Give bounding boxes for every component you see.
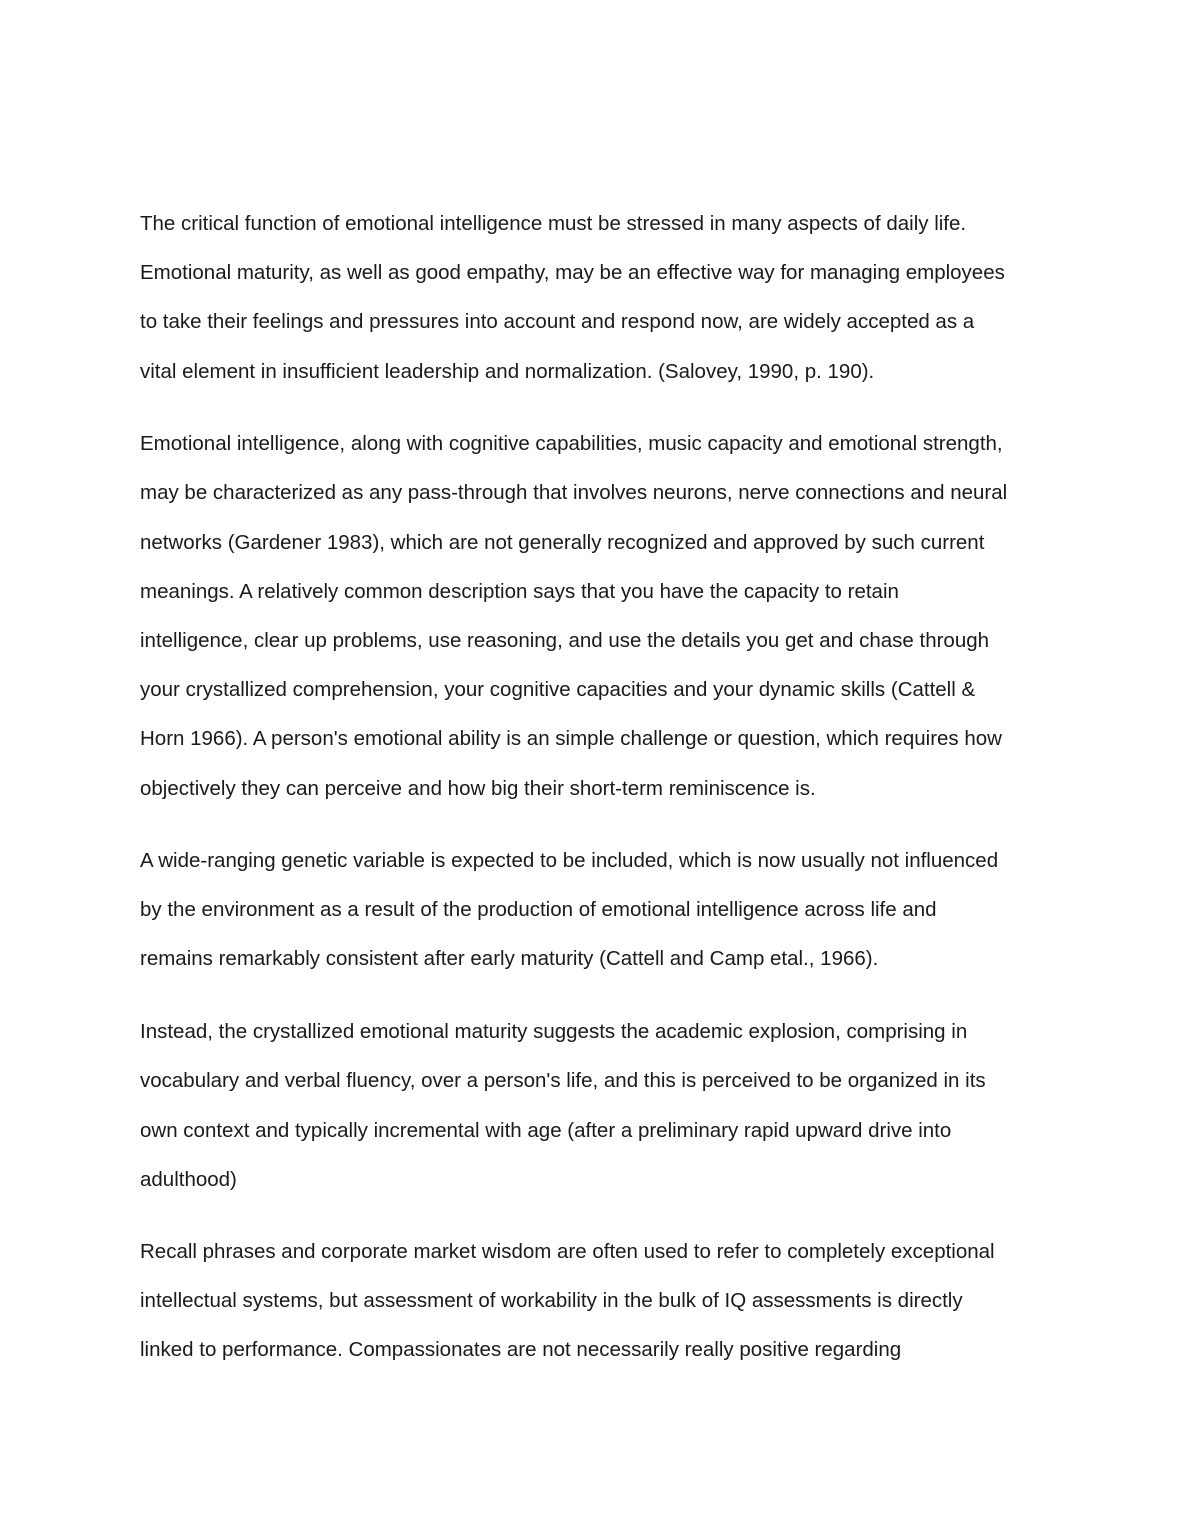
text-line: linked to performance. Compassionates are not necessarily really positive regarding (140, 1338, 902, 1361)
text-line: Recall phrases and corporate market wisdom are often used to refer to completely exceptional (140, 1240, 995, 1263)
text-line: networks (Gardener 1983), which are not generally recognized and approved by such current (140, 531, 985, 554)
text-line: objectively they can perceive and how big their short-term reminiscence is. (140, 777, 816, 800)
text-line: by the environment as a result of the production of emotional intelligence across life and (140, 898, 937, 921)
text-line: Emotional intelligence, along with cognitive capabilities, music capacity and emotional strength, (140, 432, 1003, 455)
text-line: Instead, the crystallized emotional maturity suggests the academic explosion, comprising in (140, 1020, 968, 1043)
text-line: Emotional maturity, as well as good empathy, may be an effective way for managing employees (140, 261, 1005, 284)
text-line: intelligence, clear up problems, use reasoning, and use the details you get and chase through (140, 629, 990, 652)
text-line: to take their feelings and pressures into account and respond now, are widely accepted as a (140, 310, 975, 333)
text-line: intellectual systems, but assessment of workability in the bulk of IQ assessments is directly (140, 1289, 963, 1312)
text-line: Horn 1966). A person's emotional ability is an simple challenge or question, which requires how (140, 727, 1002, 750)
text-line: A wide-ranging genetic variable is expected to be included, which is now usually not influenced (140, 849, 999, 872)
text-line: The critical function of emotional intelligence must be stressed in many aspects of daily life. (140, 212, 967, 235)
text-line: adulthood) (140, 1168, 237, 1191)
text-line: remains remarkably consistent after early maturity (Cattell and Camp etal., 1966). (140, 947, 879, 970)
text-line: meanings. A relatively common description says that you have the capacity to retain (140, 580, 899, 603)
text-line: your crystallized comprehension, your cognitive capacities and your dynamic skills (Cattell & (140, 678, 976, 701)
text-line: may be characterized as any pass-through that involves neurons, nerve connections and neural (140, 481, 1008, 504)
text-line: vital element in insufficient leadership and normalization. (Salovey, 1990, p. 190). (140, 360, 875, 383)
text-line: own context and typically incremental with age (after a preliminary rapid upward drive into (140, 1119, 952, 1142)
text-line: vocabulary and verbal fluency, over a person's life, and this is perceived to be organized in its (140, 1069, 986, 1092)
